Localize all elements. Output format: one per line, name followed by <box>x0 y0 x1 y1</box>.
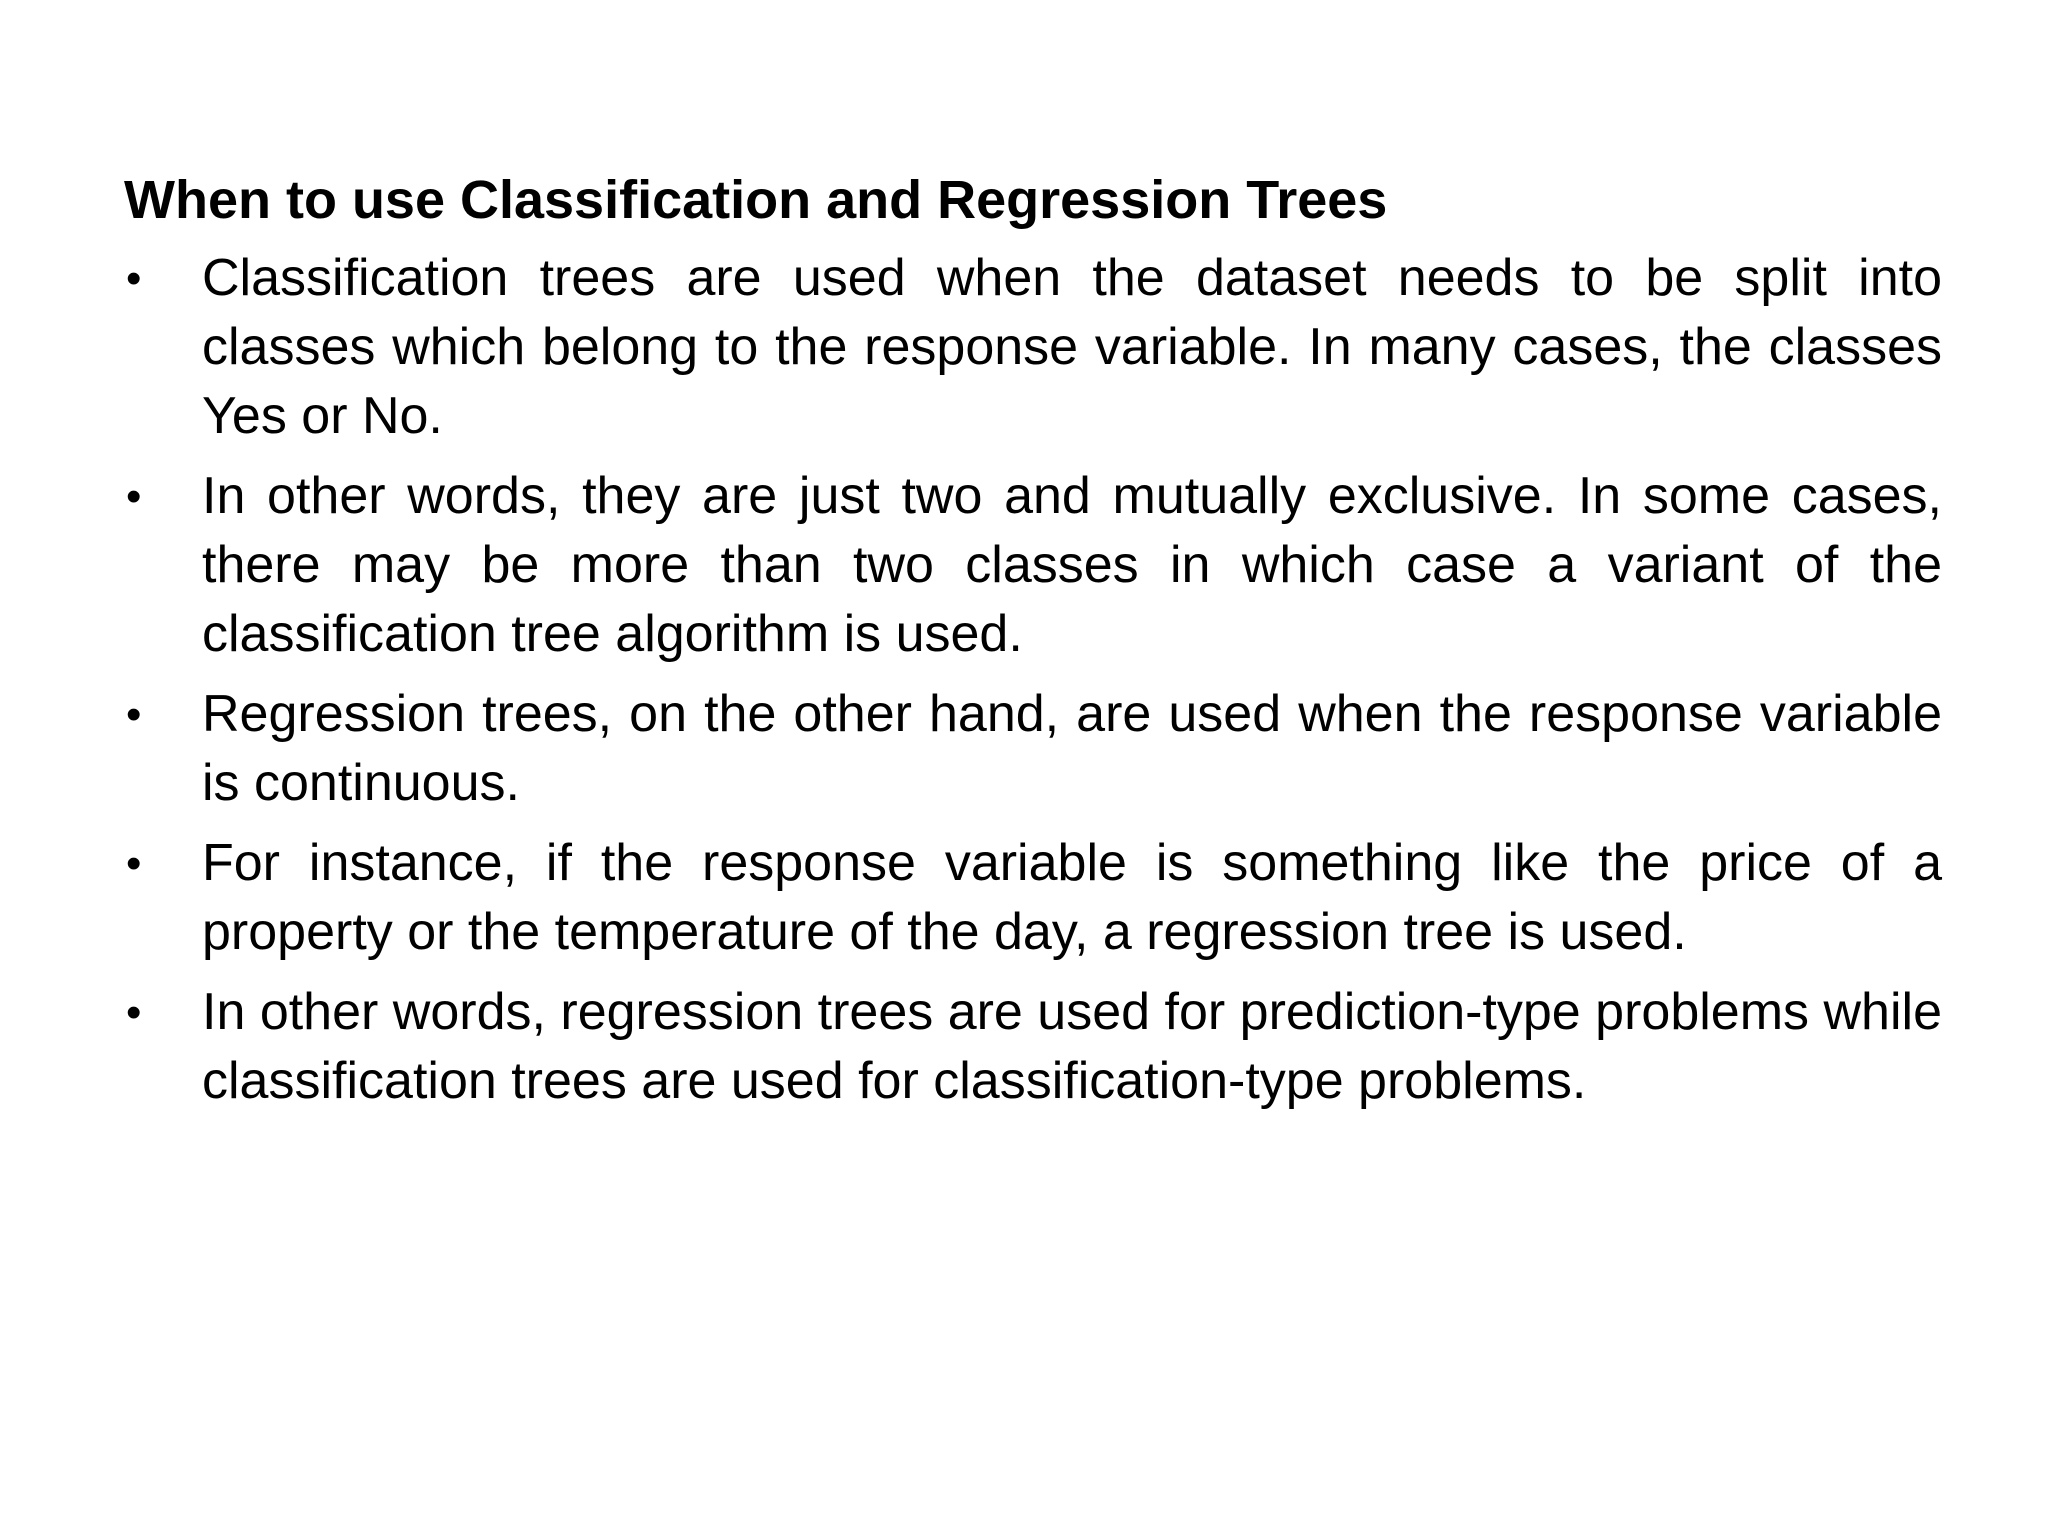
bullet-item <box>124 829 1942 967</box>
bullet-item <box>124 978 1942 1116</box>
bullet-text: In other words, regression trees are used for prediction-type problems while classification trees are used for classification-type problems. <box>202 983 1942 1110</box>
bullet-icon: • <box>126 988 142 1037</box>
bullet-icon: • <box>126 690 142 739</box>
bullet-text: Regression trees, on the other hand, are used when the response variable is continuous. <box>202 685 1942 812</box>
slide-title: When to use Classification and Regression Trees <box>124 170 1388 230</box>
bullet-text: For instance, if the response variable is something like the price of a property or the temperature of the day, a regression tree is used. <box>202 834 1942 961</box>
bullet-item <box>124 680 1942 818</box>
bullet-text: In other words, they are just two and mutually exclusive. In some cases, there may be more than two classes in which case a variant of the classification tree algorithm is used. <box>202 467 1942 663</box>
bullet-icon: • <box>126 472 142 521</box>
bullet-item <box>124 462 1942 669</box>
bullet-icon: • <box>126 839 142 888</box>
bullet-text: Classification trees are used when the dataset needs to be split into classes which belong to the response variable. In many cases, the classes Yes or No. <box>202 249 1942 445</box>
bullet-icon: • <box>126 254 142 303</box>
slide-content <box>124 164 1942 1127</box>
bullet-list <box>124 244 1942 1116</box>
bullet-item <box>124 244 1942 451</box>
